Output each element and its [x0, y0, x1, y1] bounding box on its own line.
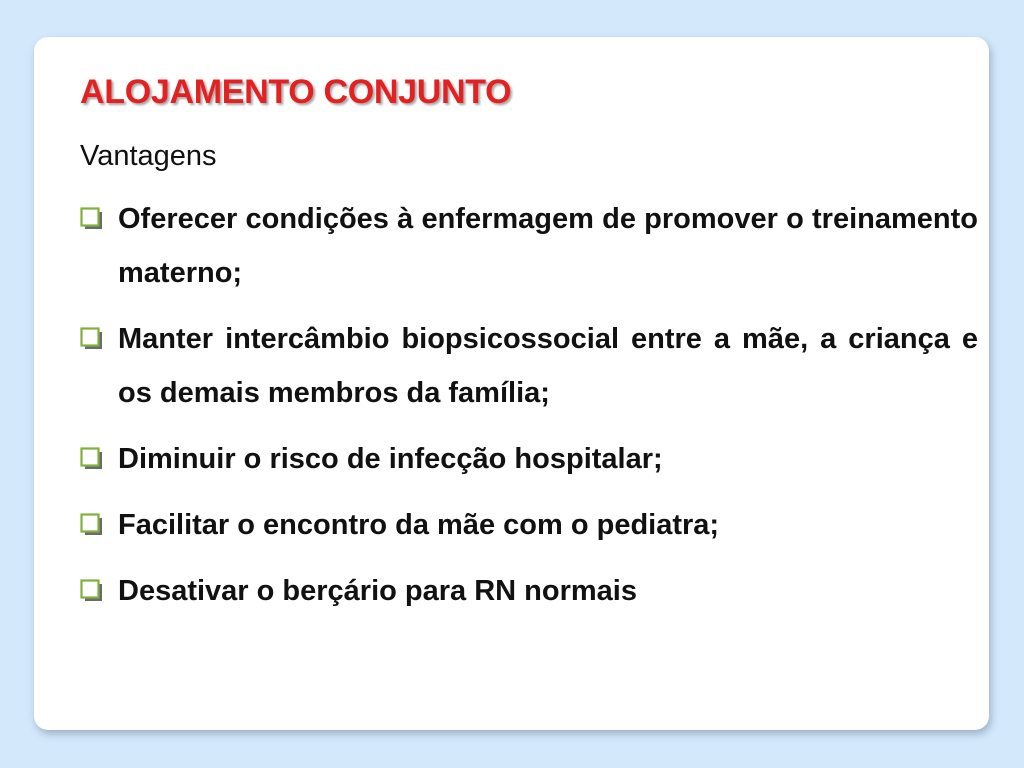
bullet-text: Desativar o berçário para RN normais	[118, 575, 637, 607]
slide-subtitle: Vantagens	[80, 140, 217, 172]
bullet-text: Diminuir o risco de infecção hospitalar;	[118, 443, 663, 475]
slide-title: ALOJAMENTO CONJUNTO	[80, 73, 512, 111]
bullet-list	[80, 192, 978, 630]
checkbox-square-icon	[80, 327, 104, 351]
checkbox-square-icon	[80, 207, 104, 231]
bullet-item	[80, 312, 978, 420]
checkbox-square-icon	[80, 579, 104, 603]
bullet-text: Manter intercâmbio biopsicossocial entre a mãe, a criança e os demais membros da família;	[118, 323, 978, 409]
bullet-item	[80, 192, 978, 300]
bullet-text: Facilitar o encontro da mãe com o pediatra;	[118, 509, 720, 541]
bullet-item	[80, 432, 978, 486]
bullet-text: Oferecer condições à enfermagem de promover o treinamento materno;	[118, 203, 978, 289]
bullet-item	[80, 564, 978, 618]
bullet-item	[80, 498, 978, 552]
checkbox-square-icon	[80, 513, 104, 537]
checkbox-square-icon	[80, 447, 104, 471]
